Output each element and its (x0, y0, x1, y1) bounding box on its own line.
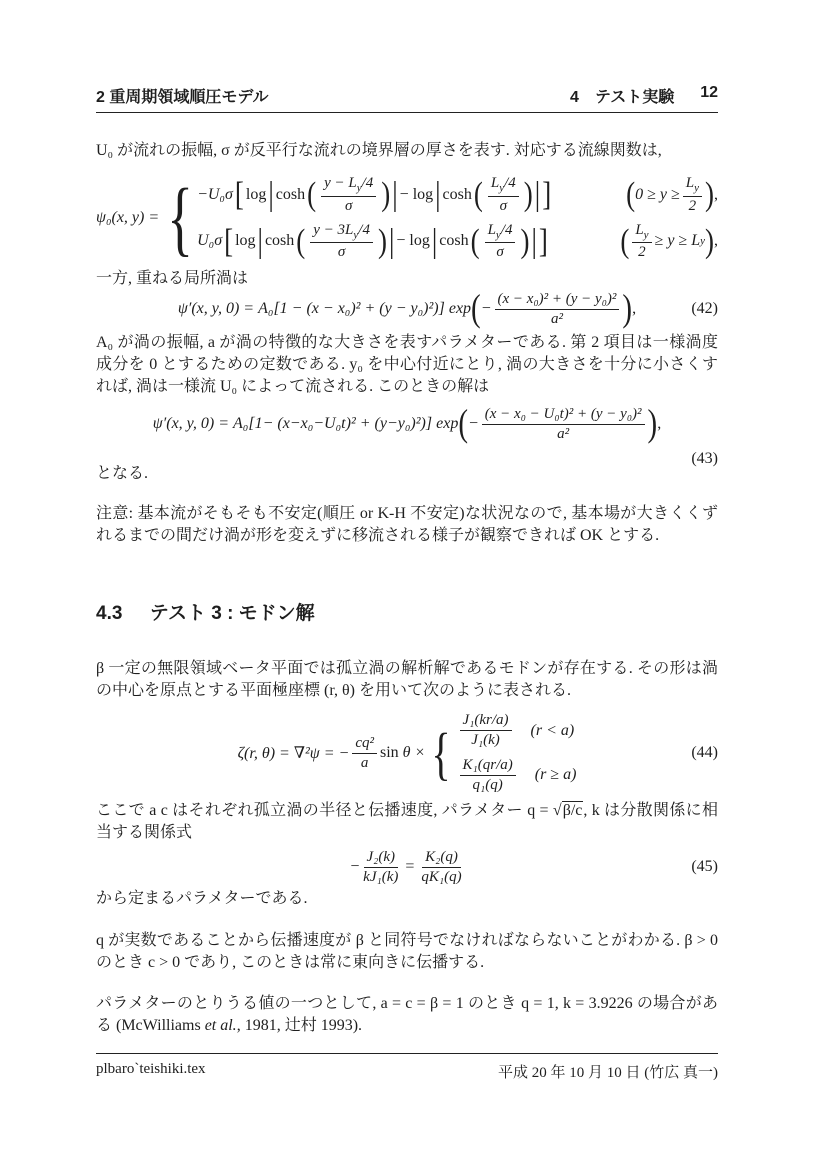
paragraph-4: となる. (96, 465, 149, 482)
cases-brace: { (431, 720, 451, 786)
fraction: $\frac{\text{K₁(qr/a)}}{\text{q₁(q)}}$ (460, 757, 516, 794)
right-paren: ) (705, 221, 714, 260)
eq-psi0-lhs: ψ₀(x, y) = (96, 209, 160, 226)
page-footer (96, 1053, 718, 1082)
left-bracket: [ (234, 175, 244, 214)
section-number: 4.3 (96, 603, 123, 624)
eq43-lhs: ψ′(x, y, 0) = A₀[1− (x−x₀−U₀t)² + (y−y₀)²)] exp (152, 415, 459, 432)
fraction: $\frac{L_y}{2}$ (632, 222, 651, 261)
eq43-row: ψ′(x, y, 0) = A₀[1− (x−x₀−U₀t)² + (y−y₀)²)] exp ( − $\frac{\text{(x − x₀ − U₀t)² + (y − y₀)²}}{\text{a²}}$ ) , (152, 402, 662, 445)
section-heading (96, 598, 718, 625)
fraction: $\frac{y - 3L_y/4}{\sigma}$ (310, 222, 373, 261)
cases-brace: { (167, 171, 194, 265)
eq44-case-1 (457, 712, 577, 749)
equation-45: − $\frac{\text{J₂(k)}}{\text{kJ₁(k)}}$ = $\frac{\text{K₂(q)}}{\text{qK₁(q)}}$ (45) (349, 848, 718, 885)
abs-bar: | (388, 221, 395, 260)
right-paren: ) (523, 175, 533, 214)
paragraph-2: 一方, 重ねる局所渦は (96, 270, 249, 287)
left-paren: ( (471, 287, 481, 330)
eq44-case-2 (457, 757, 577, 794)
abs-bar: | (268, 175, 274, 214)
eq-psi0-cases (197, 175, 718, 260)
section-title: テスト 3 : モドン解 (149, 603, 315, 624)
fraction: $\frac{\text{cq²}}{a}$ (352, 735, 377, 772)
fraction: $\frac{L_y/4}{\sigma}$ (488, 175, 519, 214)
fraction: $\frac{L_y}{2}$ (683, 175, 702, 214)
eq45-number: (45) (691, 858, 718, 875)
abs-bar: | (392, 175, 398, 214)
right-paren: ) (377, 221, 387, 260)
eq44-number: (44) (691, 744, 718, 761)
left-paren: ( (470, 221, 480, 260)
paragraph-3: A₀ が渦の振幅, a が渦の特徴的な大きさを表すパラメターである. 第 2 項目は一様渦度成分を 0 とするための定数である. y₀ を中心付近にとり, 渦の大きさを十分に小さくすれば, 渦は一様流 U₀ によって流される. このときの解は (96, 334, 718, 395)
eq-psi0-condition-1: ( 0 ≥ y ≥ $\frac{L_y}{2}$ ) , (626, 175, 718, 214)
eq42-number: (42) (691, 300, 718, 317)
abs-bar: | (531, 221, 537, 260)
eq-psi0-case-2: U₀σ [ log | cosh ( $\frac{y - 3L_y/4}{\sigma}$ ) | − log | cosh ( $\frac{L_y/4}{\sigma}$ ) | ] ( $\frac{L_y}{2}$ ≥ y ≥ L y ) , (197, 221, 718, 260)
eq44-cases (457, 712, 577, 793)
eq44-lhs: ζ(r, θ) = ∇²ψ = − (237, 745, 350, 762)
header-right (570, 84, 718, 107)
note-paragraph: 注意: 基本流がそもそも不安定(順圧 or K-H 不安定)な状況なので, 基本場が大きくくずれるまでの間だけ渦が形を変えずに移流される様子が観察できれば OK とする. (96, 505, 718, 544)
fraction: $\frac{\text{J₂(k)}}{\text{kJ₁(k)}}$ (363, 848, 399, 885)
right-bracket: ] (542, 175, 552, 214)
fraction: $\frac{\text{K₂(q)}}{\text{qK₁(q)}}$ (421, 848, 462, 885)
abs-bar: | (257, 221, 263, 260)
equation-44: ζ(r, θ) = ∇²ψ = − $\frac{\text{cq²}}{a}$ sin θ × { $\frac{\text{J₁(kr/a)}}{\text{J₁(k)}}$ (r < a) $\frac{\text{K₁(qr/a)}}{\text{q₁(q)}}$ (r ≥ a) (44) (237, 712, 718, 793)
left-paren: ( (458, 402, 468, 445)
eq44-condition-2: (r ≥ a) (534, 766, 577, 784)
fraction: $\frac{\text{(x − x₀)² + (y − y₀)²}}{\text{a²}}$ (495, 291, 620, 328)
paragraph-9: q が実数であることから伝播速度が β と同符号でなければならないことがわかる. β > 0 のとき c > 0 であり, このときは常に東向きに伝播する. (96, 932, 718, 971)
left-paren: ( (620, 221, 630, 260)
fraction: $\frac{\text{(x − x₀ − U₀t)² + (y − y₀)²}}{\text{a²}}$ (482, 406, 645, 443)
eq42-lhs: ψ′(x, y, 0) = A₀[1 − (x − x₀)² + (y − y₀)²)] exp (177, 300, 472, 317)
page-number: 12 (700, 84, 718, 101)
right-paren: ) (622, 287, 633, 330)
sqrt-symbol: √ (552, 802, 562, 819)
right-paren: ) (705, 175, 714, 214)
equation-42: ψ′(x, y, 0) = A₀[1 − (x − x₀)² + (y − y₀)²)] exp ( − $\frac{\text{(x − x₀)² + (y − y₀)²}}{\text{a²}}$ ) , (42) (177, 287, 718, 330)
sqrt-radicand: β/c (562, 802, 583, 819)
eq43-number: (43) (691, 450, 718, 467)
fraction: $\frac{L_y/4}{\sigma}$ (485, 222, 516, 261)
left-paren: ( (473, 175, 483, 214)
et-al: et al. (204, 1017, 237, 1034)
right-paren: ) (381, 175, 391, 214)
right-paren: ) (520, 221, 530, 260)
fraction: $\frac{y - L_y/4}{\sigma}$ (321, 175, 376, 214)
left-paren: ( (296, 221, 306, 260)
right-paren: ) (647, 402, 658, 445)
abs-bar: | (435, 175, 441, 214)
header-left-title: 2 重周期領域順圧モデル (96, 89, 269, 106)
left-paren: ( (626, 175, 636, 214)
footer-filename: plbaro`teishiki.tex (96, 1061, 206, 1077)
paragraph-8: から定まるパラメターである. (96, 890, 308, 907)
equation-43 (96, 400, 718, 468)
eq44-condition-1: (r < a) (530, 721, 575, 739)
paragraph-6: β 一定の無限領域ベータ平面では孤立渦の解析解であるモドンが存在する. その形は渦の中心を原点とする平面極座標 (r, θ) を用いて次のように表される. (96, 660, 718, 699)
left-bracket: [ (224, 221, 234, 260)
fraction: $\frac{\text{J₁(kr/a)}}{\text{J₁(k)}}$ (460, 712, 512, 749)
abs-bar: | (534, 175, 541, 214)
abs-bar: | (431, 221, 438, 260)
footer-date: 平成 20 年 10 月 10 日 (竹広 真一) (498, 1065, 718, 1081)
eq-psi0-case-1: −U₀σ [ log | cosh ( $\frac{y - L_y/4}{\sigma}$ ) | − log | cosh ( $\frac{L_y/4}{\sigma}$ ) | ] ( 0 ≥ y ≥ $\frac{L_y}{2}$ ) , (197, 175, 718, 214)
paragraph-10: パラメターのとりうる値の一つとして, a = c = β = 1 のとき q = 1, k = 3.9226 の場合がある (McWilliams et al., 1981, 辻村 1993). (96, 995, 718, 1034)
equation-psi0 (96, 166, 718, 270)
page-header (96, 84, 718, 113)
left-paren: ( (307, 175, 317, 214)
paragraph-7: ここで a c はそれぞれ孤立渦の半径と伝播速度, パラメター q = √β/c, k は分散関係に相当する関係式 (96, 802, 718, 841)
right-bracket: ] (538, 221, 548, 260)
header-section-title: 4 テスト実験 (569, 89, 675, 106)
paragraph-1: U₀ が流れの振幅, σ が反平行な流れの境界層の厚さを表す. 対応する流線関数は, (96, 142, 662, 159)
eq-psi0-condition-2: ( $\frac{L_y}{2}$ ≥ y ≥ L y ) , (620, 221, 718, 260)
